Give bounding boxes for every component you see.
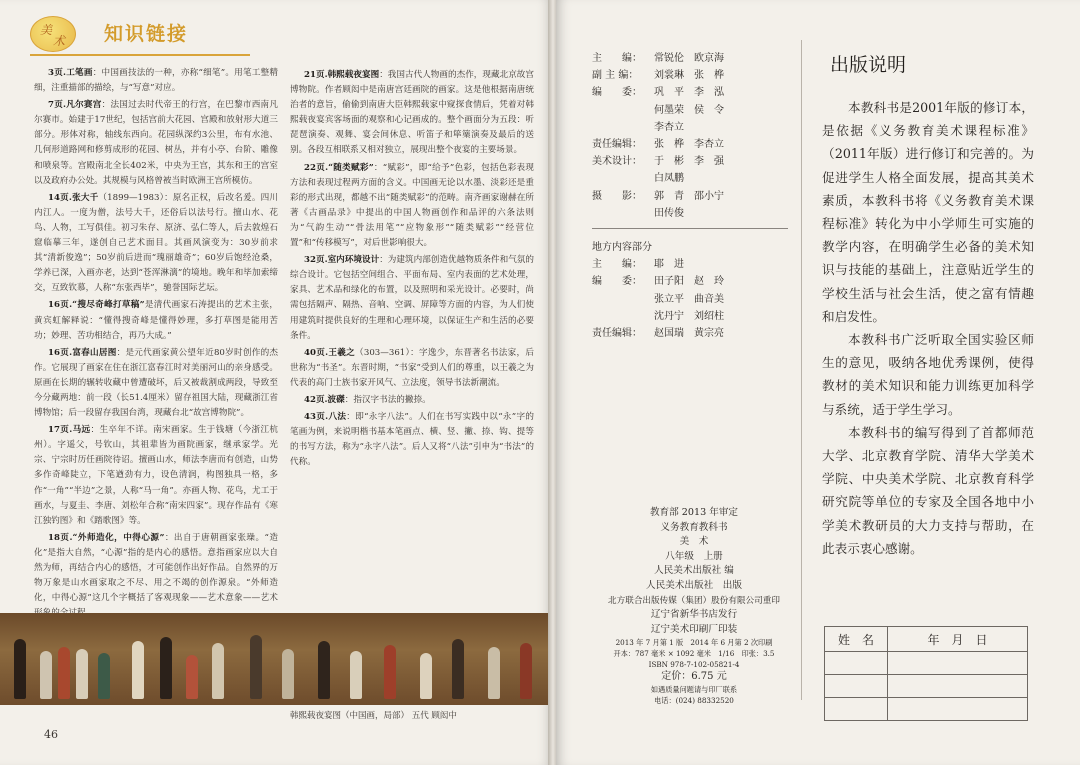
imprint-printer: 辽宁美术印刷厂印装 [650,623,738,635]
page-title: 知识链接 [104,23,189,45]
date-cell [888,675,1028,698]
glossary-entry [34,298,278,343]
credit-label: 摄 影： [592,190,642,202]
name-cell [825,698,888,721]
entry-body: 是清代画家石涛提出的艺术主张，黄宾虹解释说：“懂得搜奇峰是懂得妙理，多打草图是能用苦功；妙理、苦功相结合，再乃大成。” [34,300,278,341]
credit-value: 张 桦 李杏立 [654,139,724,151]
painting-figure [318,641,330,699]
painting-figure [76,649,88,699]
credit-value: 刘裳琳 张 桦 [654,70,724,82]
credit-label [592,170,654,187]
entry-head: 21页.韩熙载夜宴图 [304,70,380,80]
painting-figure [520,643,532,699]
glossary-entry [34,531,278,622]
credit-value: 巩 平 李 泓 [654,87,724,99]
logo-char-1: 美 [40,23,53,37]
entry-body: ：即“永字八法”。人们在书写实践中以“永”字的笔画为例，来说明楷书基本笔画点、横、竖、撇、捺、钩、提等的书写方法，称为“永字八法”。后人又将“八法”引申为“书法”的代称。 [290,412,535,468]
credit-label: 编 委： [592,276,642,288]
credit-row [592,325,788,342]
painting-figure [132,641,144,699]
credit-label: 美术设计： [592,156,642,168]
credit-value: 郭 青 邵小宁 [654,190,724,202]
entry-body: ：指汉字书法的撇捺。 [344,394,431,405]
entry-body: ：是元代画家黄公望年近80岁时创作的杰作。它展现了画家在住在浙江富春江时对美丽河山的亲身感受。原画在长期的辗转收藏中曾遭破坏，后又被裁割成两段，导致至今分藏两地：前一段（长51.4厘米）留存祖国大陆，现藏浙江省博物馆；后一段留存我国台湾，现藏台北“故宫博物院”。 [34,347,279,419]
painting-figure [212,643,224,699]
painting-figure [452,639,464,699]
painting-figure [350,651,362,699]
credit-row [592,84,788,101]
credit-value: 张立平 曲音美 [654,293,724,305]
imprint-isbn: ISBN 978-7-102-05821-4 [648,660,740,670]
credit-label: 副 主 编： [592,70,639,82]
entry-head: 16页.富春山居图 [48,347,117,358]
entry-head: 14页.张大千 [48,192,99,203]
painting-figure [58,647,70,699]
name-cell [825,652,888,675]
date-cell [888,652,1028,675]
signature-header-row [825,627,1028,652]
date-column-header: 年 月 日 [888,627,1028,652]
painting-caption: 韩熙载夜宴图（中国画，局部） 五代 顾闳中 [290,711,457,721]
credit-value: 田子阳 赵 玲 [654,276,724,288]
name-column-header: 姓 名 [825,627,888,652]
entry-head: 3页.工笔画 [48,68,93,78]
glossary-entry [290,253,534,344]
credit-row [592,205,788,222]
painting-figure [420,653,432,699]
credit-row [592,256,788,273]
editorial-credits [592,50,788,342]
credit-row [592,170,788,187]
painting-figure [186,655,198,699]
notice-paragraph: 本教科书是2001年版的修订本，是依据《义务教育美术课程标准》（2011年版）进行修订和完善的。为促进学生人格全面发展，提高其美术素质，本教科书将《义务教育美术课程标准》转化为中小学师生可实施的教学内容，在明确学生必备的美术知识与技能的基础上，注意贴近学生的学校生活与社会生活，使之富有情趣和启发性。 [822,100,1034,324]
imprint-series: 义务教育教科书 [660,521,728,533]
imprint-phone: 电话：(024) 88332520 [654,696,734,706]
imprint-reprinter: 北方联合出版传媒（集团）股份有限公司重印 [608,595,780,606]
entry-head: 17页.马远 [48,425,91,436]
imprint-quality-note: 如遇质量问题请与印厂联系 [650,685,738,695]
credit-value: 田传俊 [654,207,684,219]
painting-figure [40,651,52,699]
imprint-distributor: 辽宁省新华书店发行 [650,609,738,621]
credit-row [592,102,788,119]
glossary-entry [290,161,534,252]
credit-value: 赵国瑞 黄宗亮 [654,328,724,340]
entry-body: （1899—1983）：原名正权，后改名爰。四川内江人。一度为僧，法号大千，还俗后以法号行。擅山水、花鸟、人物，工写俱佳。初习朱存、原济、弘仁等人，后去敦煌石窟临摹三年，遂创自己艺术面目。其画风演变为：30岁前求其“清新俊逸”；50岁前后进而“瑰丽雄奇”；60岁后饱经沧桑，学养已深，入画亦老，达到“苍浑淋漓”的境地。晚年和毕加索缔交，互致钦慕，人称“东张西毕”，驰誉国际艺坛。 [34,192,278,294]
credit-row [592,188,788,205]
glossary-entry [34,191,278,297]
text-column-right [290,68,534,472]
entry-body: ：中国画技法的一种，亦称“细笔”。用笔工整精细，注重描部的描绘，与“写意”对应。 [34,68,278,94]
glossary-entry [290,393,534,408]
credit-label [592,291,654,308]
credit-value: 何墨荣 侯 令 [654,104,724,116]
imprint-edition: 2013 年 7 月第 1 版 2014 年 6 月第 2 次印刷 [615,638,773,648]
notice-title: 出版说明 [830,54,907,76]
page-number: 46 [44,728,58,741]
credit-label: 编 委： [592,87,642,99]
credit-value: 常锐伦 欧京海 [654,53,724,64]
credit-label [592,119,654,136]
credit-value: 白凤鹏 [654,173,684,185]
signature-row [825,675,1028,698]
credit-row [592,308,788,325]
glossary-entry [34,346,278,421]
glossary-entry [34,423,278,529]
local-section-title: 地方内容部分 [592,242,652,254]
entry-head: 43页.八法 [304,412,347,423]
imprint-grade: 八年级 上册 [665,550,723,562]
credit-label: 责任编辑： [592,139,642,151]
imprint-price: 定价：6.75 元 [661,671,727,683]
credits-divider [592,228,788,229]
entry-body: ：“赋彩”，即“给予”色彩，包括色彩表现方法和表现过程两方面的含义。中国画无论以水墨、淡彩还是重彩的形式出现，都越不出“随类赋彩”的范畴。南齐画家谢赫在所著《古画品录》中提出的中国人物画创作和品评的六条法则为“气韵生动”“骨法用笔”“应物象形”“随类赋彩”“经营位置”和“传移模写”，对后世影响很大。 [290,162,534,249]
column-divider [801,40,802,700]
entry-body: （303—361）：字逸少，东晋著名书法家，后世称为“书圣”。东晋时期，“书家”受到人们的尊重，以王羲之为代表的高门士族书家开风气、立法度，领导书法新潮流。 [290,347,534,388]
credit-row [592,273,788,290]
entry-head: 16页.“搜尽奇峰打草稿” [48,300,145,311]
credit-row [592,119,788,136]
credit-value: 李杏立 [654,121,684,133]
painting-figure [98,653,110,699]
credit-value: 沈丹宁 刘绍柱 [654,310,724,322]
glossary-entry [34,66,278,96]
glossary-entry [290,68,534,159]
entry-head: 7页.凡尔赛宫 [48,100,102,111]
glossary-entry [34,98,278,189]
imprint-format: 开本：787 毫米 × 1092 毫米 1/16 印张：3.5 [613,649,775,659]
imprint-publisher: 人民美术出版社 出版 [646,579,742,591]
name-cell [825,675,888,698]
painting-strip-image [0,613,552,705]
header-divider [30,54,250,56]
art-logo-icon [30,16,76,52]
credit-row [592,153,788,170]
credit-row [592,291,788,308]
text-column-left [34,66,278,623]
section-header [30,14,250,54]
imprint-block [592,506,796,706]
entry-body: ：法国过去时代帝王的行宫，在巴黎市西南凡尔赛市。始建于17世纪，包括宫前大花园、宫殿和放射形大道三部分。形体对称，轴线东西向。花园纵深约3公里，布有水池、几何形道路网和修剪成形的花园、树丛，并有小亭、台阶、雕像和喷泉等。宫殿南北全长402米，中央为王宫，其东和王的宫室以及政府办公处。其规模与风格曾被当时欧洲王宫所模仿。 [34,100,278,186]
entry-body: ：生卒年不详。南宋画家。生于钱塘（今浙江杭州）。字遥父，号钦山，其祖辈皆为画院画家，继承家学。光宗、宁宗时历任画院待诏。擅画山水，师法李唐而有创造，山势多作奇峰陡立，下笔遒劲有力，设色清润，构图独具一格，多作“一角”“半边”之景，人称“马一角”。亦画人物、花鸟，尤工于画水，与夏圭、李唐、刘松年合称“南宋四家”。现存作品有《寒江独钓图》和《踏歌图》等。 [34,425,278,526]
credit-row [592,67,788,84]
signature-row [825,698,1028,721]
credit-label: 主 编： [592,259,642,271]
credit-row [592,50,788,67]
entry-head: 40页.王羲之 [304,347,355,358]
painting-figure [250,635,262,699]
painting-figure [160,637,172,699]
painting-figure [14,639,26,699]
glossary-entry [290,346,534,391]
signature-table [824,626,1028,721]
painting-figure [384,645,396,699]
entry-body: ：我国古代人物画的杰作，现藏北京故宫博物院。作者顾闳中是南唐宫廷画院的画家。这是他根据南唐统治者的意旨，偷偷到南唐大臣韩熙载家中窥探食情后，凭着对韩熙载夜宴宾客场面的观察和心记画成的。整个画面分为五段：听琵琶演奏、观舞、宴会间休息、听笛子和筚篥演奏及最后的送别。各段互相联系又相对独立，展现出整个夜宴的主要场景。 [290,70,534,156]
entry-body: ：为建筑内部创造优越物质条件和气氛的综合设计。它包括空间组合、平面布局、室内表面的艺术处理，家具、艺术品和绿化的布置，以及照明和采光设计。必要时，尚需包括隔声、隔热、音响、空调、屏障等方面的内容，为人们使用建筑时提供良好的生理和心理环境，以保证生产和生活的必要条件。 [290,255,534,341]
credit-label: 主 编： [592,53,642,64]
signature-row [825,652,1028,675]
notice-paragraph: 本教科书广泛听取全国实验区师生的意见，吸纳各地优秀课例，使得教材的美术知识和能力训练更加科学与系统，适于学生学习。 [822,332,1034,417]
credit-row [592,136,788,153]
credit-value: 耶 进 [654,259,684,271]
entry-body: ：出自于唐朝画家张璪。“造化”是指大自然，“心源”指的是内心的感悟。意指画家应以大自然为师，再结合内心的感悟，才可能创作出好作品。自然界的万物万象是山水画家取之不尽、用之不竭的创作源泉。“外师造化，中得心源”这几个字概括了客观现象——艺术意象——艺术 [34,532,278,604]
date-cell [888,698,1028,721]
credit-value: 于 彬 李 强 [654,156,724,168]
glossary-entry [290,410,534,470]
imprint-approval: 教育部 2013 年审定 [649,507,739,518]
entry-head: 42页.波磔 [304,394,345,405]
imprint-editor: 人民美术出版社 编 [654,565,734,577]
credit-label [592,102,654,119]
entry-head: 32页.室内环境设计 [304,255,380,266]
imprint-subject: 美 术 [679,536,709,548]
publication-notice [822,96,1034,560]
entry-head: 22页.“随类赋彩” [304,162,374,173]
notice-paragraph: 本教科书的编写得到了首都师范大学、北京教育学院、清华大学美术学院、中央美术学院、北京教育科学研究院等单位的专家及全国各地中小学美术教研员的大力支持与帮助，在此表示衷心感谢。 [822,424,1034,556]
credit-label [592,205,654,222]
painting-figure [282,649,294,699]
credit-label: 责任编辑： [592,328,642,340]
entry-head: 18页.“外师造化，中得心源” [48,532,165,543]
painting-figure [488,647,500,699]
logo-char-2: 术 [53,34,66,48]
credit-label [592,308,654,325]
